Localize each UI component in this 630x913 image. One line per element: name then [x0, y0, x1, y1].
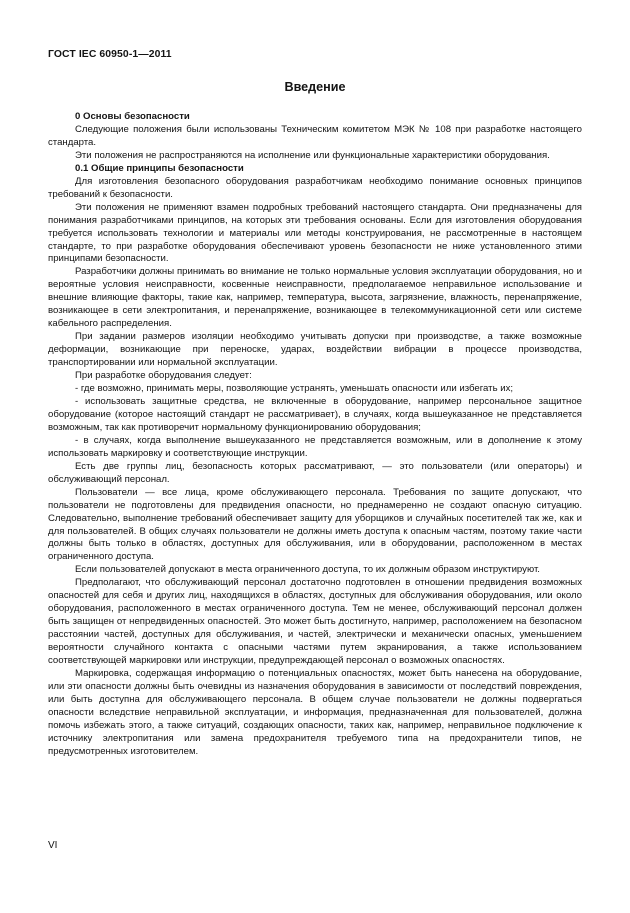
paragraph: Предполагают, что обслуживающий персонал достаточно подготовлен в отношении предвидения возможных опасностей для себя и других лиц, находящихся в областях, доступных для обслуживания оборудования, или около оборудования, расположенного в местах ограниченного доступа. Тем не менее, обслуживающий персонал должен быть защищен от непредвиденных опасностей. Это может быть достигнуто, например, расположением на безопасном расстоянии частей, доступных для обслуживания, и частей, электрически и механически опасных, уменьшением вероятности случайного контакта с опасными частями путем экранирования, а также использованием соответствующей маркировки или инструкции, предупреждающей персонал о возможных опасностях. [48, 577, 582, 667]
section-title: Введение [284, 80, 346, 94]
paragraph: Эти положения не распространяются на исполнение или функциональные характеристики оборудования. [75, 149, 550, 161]
heading-0-1-general-principles: 0.1 Общие принципы безопасности [75, 162, 244, 174]
heading-0-safety-basics: 0 Основы безопасности [75, 111, 190, 122]
paragraph: Есть две группы лиц, безопасность которых рассматривают, — это пользователи (или операторы) и обслуживающий персонал. [48, 460, 582, 485]
standard-designation: ГОСТ IEC 60950-1—2011 [48, 49, 172, 60]
paragraph: Маркировка, содержащая информацию о потенциальных опасностях, может быть нанесена на оборудование, или эти опасности должны быть очевидны из назначения оборудования в зависимости от последствий повреждения, или быть доступна для обслуживающего персонала. В общем случае пользователи не должны подвергаться опасности вследствие неправильной эксплуатации, и информация, предназначенная для пользователей, должна помочь избежать этого, а также ситуаций, создающих опасности, таких как, например, неправильное подключение к источнику электропитания или замена предохранителя требуемого типа на предохранители типов, не предусмотренных изготовителем. [48, 667, 582, 757]
paragraph: Если пользователей допускают в места ограниченного доступа, то их должным образом инструктируют. [75, 564, 540, 576]
paragraph: При задании размеров изоляции необходимо учитывать допуски при производстве, а также возможные деформации, возникающие при переноске, ударах, воздействии вибрации в процессе производства, транспортировании или нормальной эксплуатации. [48, 331, 582, 369]
list-item: - в случаях, когда выполнение вышеуказанного не представляется возможным, или в дополнение к этому использовать маркировку и соответствующие инструкции. [48, 434, 582, 459]
paragraph: Пользователи — все лица, кроме обслуживающего персонала. Требования по защите допускают, что пользователи не подготовлены для предвидения опасности, но преднамеренно не создают опасную ситуацию. Следовательно, выполнение требований обеспечивает защиту для уборщиков и случайных посетителей так же, как и для пользователей. В общих случаях пользователи не должны иметь доступа к опасным частям, поэтому такие части должны быть только в областях, доступных для обслуживания, или в оборудовании, расположенном в местах ограниченного доступа. [48, 486, 582, 563]
list-item: - где возможно, принимать меры, позволяющие устранять, уменьшать опасности или избегать их; [75, 383, 514, 395]
paragraph: Эти положения не применяют взамен подробных требований настоящего стандарта. Они предназначены для понимания разработчиками принципов, на которых эти требования основаны. Если для изготовления оборудования требуется использовать технологии и материалы или методы конструирования, не рассмотренные в настоящем стандарте, то при разработке оборудования обеспечивают уровень безопасности не ниже установленного этими принципами безопасности. [48, 201, 582, 265]
document-body [48, 111, 582, 759]
paragraph: Следующие положения были использованы Техническим комитетом МЭК № 108 при разработке настоящего стандарта. [48, 123, 582, 148]
paragraph: Разработчики должны принимать во внимание не только нормальные условия эксплуатации оборудования, но и вероятные условия неисправности, косвенные неисправности, предполагаемое неправильное использование и внешние влияющие факторы, такие как, например, температура, высота, загрязнение, влажность, перенапряжение, возникающее в сети электропитания, и перенапряжение, возникающее в телекоммуникационной сети или системе кабельного распределения. [48, 266, 582, 330]
paragraph: Для изготовления безопасного оборудования разработчикам необходимо понимание основных принципов требований к безопасности. [48, 175, 582, 200]
paragraph: При разработке оборудования следует: [75, 370, 252, 382]
list-item: - использовать защитные средства, не включенные в оборудование, например персональное защитное оборудование (которое настоящий стандарт не рассматривает), в случаях, когда вышеуказанное не представляется возможным, так как противоречит нормальному функционированию оборудования; [48, 395, 582, 433]
page-number: VI [48, 840, 58, 851]
